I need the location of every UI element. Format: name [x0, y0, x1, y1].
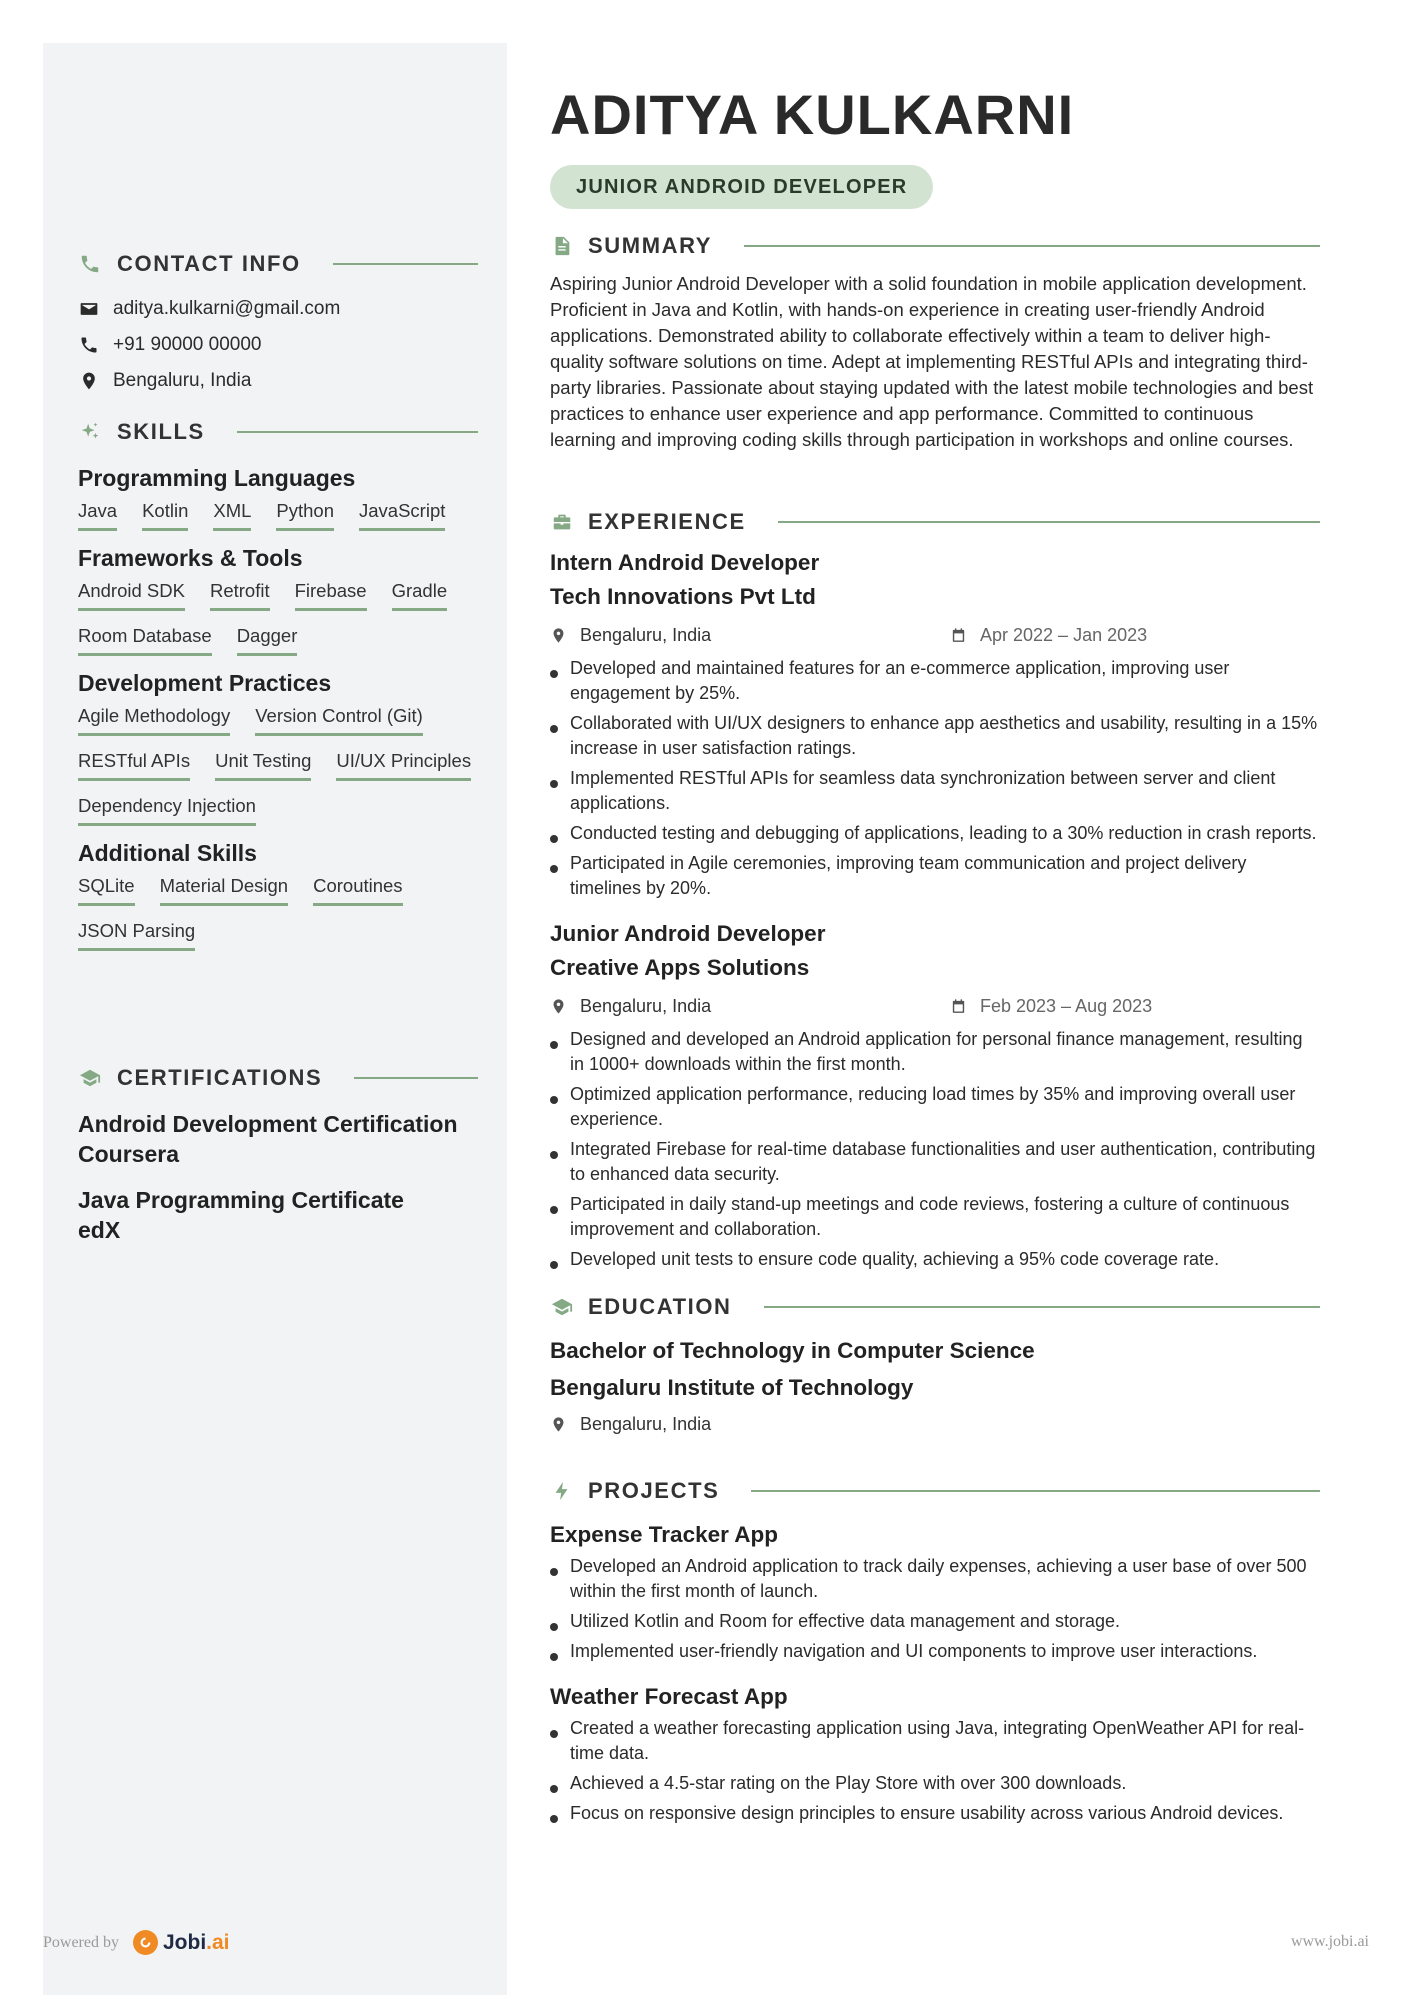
job-bullets	[550, 656, 1320, 901]
bullet-item: Achieved a 4.5-star rating on the Play Store with over 300 downloads.	[550, 1771, 1320, 1796]
skill-tag: Unit Testing	[215, 750, 311, 781]
jobi-logo-icon	[133, 1930, 158, 1955]
bullet-item: Integrated Firebase for real-time database functionalities and user authentication, contributing to enhanced data security.	[550, 1137, 1320, 1187]
job-dates: Apr 2022 – Jan 2023	[980, 624, 1148, 645]
projects-title: PROJECTS	[588, 1478, 720, 1503]
certifications-title: CERTIFICATIONS	[117, 1065, 323, 1090]
skill-group-title: Programming Languages	[78, 465, 356, 491]
bullet-item: Implemented RESTful APIs for seamless data synchronization between server and client applications.	[550, 766, 1320, 816]
section-divider	[354, 1077, 478, 1079]
contact-section	[78, 249, 478, 399]
skill-tag: Android SDK	[78, 580, 185, 611]
skills-title: SKILLS	[117, 419, 205, 444]
bullet-item: Utilized Kotlin and Room for effective data management and storage.	[550, 1609, 1320, 1634]
skill-tag: Java	[78, 500, 117, 531]
section-divider	[237, 431, 478, 433]
education-title: EDUCATION	[588, 1294, 732, 1319]
experience-title: EXPERIENCE	[588, 509, 746, 534]
education-header	[550, 1292, 1320, 1322]
skill-tags	[78, 705, 478, 826]
certification-item	[78, 1109, 478, 1169]
skill-tag: RESTful APIs	[78, 750, 190, 781]
education-location: Bengaluru, India	[580, 1413, 712, 1434]
skill-tag: XML	[213, 500, 251, 531]
skill-tag: JSON Parsing	[78, 920, 195, 951]
location-pin-icon	[550, 996, 568, 1016]
job-meta	[550, 993, 1320, 1019]
contact-location: Bengaluru, India	[113, 370, 252, 391]
bullet-item: Focus on responsive design principles to ensure usability across various Android devices.	[550, 1801, 1320, 1826]
skill-tag: Room Database	[78, 625, 212, 656]
certification-name: Android Development Certification	[78, 1111, 458, 1137]
education-meta	[550, 1411, 1320, 1437]
section-divider	[778, 521, 1320, 523]
role-badge: JUNIOR ANDROID DEVELOPER	[550, 165, 933, 209]
project-name: Weather Forecast App	[550, 1684, 788, 1709]
bullet-item: Implemented user-friendly navigation and UI components to improve user interactions.	[550, 1639, 1320, 1664]
phone-icon	[78, 334, 100, 356]
certification-issuer: edX	[78, 1217, 121, 1243]
skill-tag: SQLite	[78, 875, 135, 906]
skill-group-title: Additional Skills	[78, 840, 257, 866]
contact-phone-row	[78, 327, 478, 363]
job-dates: Feb 2023 – Aug 2023	[980, 995, 1153, 1016]
skill-group-title: Frameworks & Tools	[78, 545, 303, 571]
skill-tags	[78, 500, 478, 531]
location-pin-icon	[78, 370, 100, 392]
job-location: Bengaluru, India	[580, 624, 712, 645]
education-school: Bengaluru Institute of Technology	[550, 1375, 914, 1400]
bullet-item: Optimized application performance, reducing load times by 35% and improving overall user experience.	[550, 1082, 1320, 1132]
location-pin-icon	[550, 625, 568, 645]
project-entry	[550, 1680, 1320, 1826]
bullet-item: Participated in daily stand-up meetings and code reviews, fostering a culture of continuous improvement and collaboration.	[550, 1192, 1320, 1242]
contact-location-row	[78, 363, 478, 399]
job-entry	[550, 546, 1320, 901]
contact-email[interactable]: aditya.kulkarni@gmail.com	[113, 298, 341, 319]
briefcase-icon	[550, 510, 574, 534]
education-degree: Bachelor of Technology in Computer Science	[550, 1338, 1035, 1363]
skill-tag: Version Control (Git)	[255, 705, 423, 736]
skill-group	[78, 670, 478, 826]
job-company: Creative Apps Solutions	[550, 955, 810, 980]
contact-phone[interactable]: +91 90000 00000	[113, 334, 262, 355]
contact-email-row	[78, 291, 478, 327]
job-meta	[550, 622, 1320, 648]
education-location-wrap	[550, 1414, 950, 1435]
skill-group	[78, 465, 478, 531]
contact-list	[78, 291, 478, 399]
skill-tag: Retrofit	[210, 580, 270, 611]
skill-tag: UI/UX Principles	[336, 750, 471, 781]
bullet-item: Developed unit tests to ensure code quality, achieving a 95% code coverage rate.	[550, 1247, 1320, 1272]
experience-header	[550, 507, 1320, 537]
email-icon	[78, 298, 100, 320]
experience-section	[550, 507, 1320, 1277]
bullet-item: Created a weather forecasting application using Java, integrating OpenWeather API for real-time data.	[550, 1716, 1320, 1766]
job-location-wrap	[550, 996, 950, 1017]
section-divider	[764, 1306, 1320, 1308]
calendar-icon	[950, 625, 968, 645]
graduation-cap-icon	[78, 1066, 102, 1090]
section-divider	[744, 245, 1320, 247]
skill-tags	[78, 875, 478, 951]
job-dates-wrap	[950, 996, 1152, 1017]
footer-site-link[interactable]: www.jobi.ai	[1290, 1933, 1369, 1950]
skill-tag: Agile Methodology	[78, 705, 230, 736]
skill-tag: Coroutines	[313, 875, 402, 906]
education-section	[550, 1292, 1320, 1437]
summary-header	[550, 231, 1320, 261]
summary-section	[550, 231, 1320, 453]
jobi-logo-suffix: .ai	[206, 1930, 230, 1954]
skill-tag: Kotlin	[142, 500, 188, 531]
powered-by-label: Powered by	[43, 1933, 119, 1951]
education-entry	[550, 1332, 1320, 1437]
section-divider	[333, 263, 478, 265]
job-company: Tech Innovations Pvt Ltd	[550, 584, 816, 609]
sparkle-icon	[78, 420, 102, 444]
bullet-item: Participated in Agile ceremonies, improving team communication and project delivery timelines by 20%.	[550, 851, 1320, 901]
job-role: Junior Android Developer	[550, 921, 826, 946]
phone-icon	[78, 252, 102, 276]
contact-title: CONTACT INFO	[117, 251, 301, 276]
jobi-logo[interactable]	[133, 1930, 230, 1955]
skill-tag: JavaScript	[359, 500, 445, 531]
jobi-logo-text: Jobi	[162, 1930, 207, 1954]
job-location-wrap	[550, 625, 950, 646]
bullet-item: Designed and developed an Android application for personal finance management, resulting in 1000+ downloads within the first month.	[550, 1027, 1320, 1077]
powered-by-footer	[43, 1930, 230, 1955]
certifications-header	[78, 1063, 478, 1093]
project-bullets	[550, 1554, 1320, 1664]
skill-group	[78, 840, 478, 951]
skill-tag: Firebase	[295, 580, 367, 611]
summary-title: SUMMARY	[588, 233, 713, 258]
skill-tag: Dagger	[237, 625, 298, 656]
location-pin-icon	[550, 1414, 568, 1434]
certification-issuer: Coursera	[78, 1141, 179, 1167]
projects-section	[550, 1476, 1320, 1831]
certification-name: Java Programming Certificate	[78, 1187, 404, 1213]
bullet-item: Conducted testing and debugging of applications, leading to a 30% reduction in crash reports.	[550, 821, 1320, 846]
projects-header	[550, 1476, 1320, 1506]
bullet-item: Developed and maintained features for an e-commerce application, improving user engagement by 25%.	[550, 656, 1320, 706]
document-icon	[550, 234, 574, 258]
project-entry	[550, 1518, 1320, 1664]
skill-tags	[78, 580, 478, 656]
skills-section	[78, 417, 478, 951]
job-entry	[550, 917, 1320, 1272]
job-role: Intern Android Developer	[550, 550, 820, 575]
skill-group-title: Development Practices	[78, 670, 332, 696]
project-name: Expense Tracker App	[550, 1522, 779, 1547]
skill-group	[78, 545, 478, 656]
skill-tag: Material Design	[160, 875, 289, 906]
summary-text: Aspiring Junior Android Developer with a solid foundation in mobile application development. Proficient in Java and Kotlin, with hands-on experience in creating user-friendly Android applications. Demonstrated ability to collaborate effectively within a team to deliver high-quality software solutions on time. Adept at implementing RESTful APIs and integrating third-party libraries. Passionate about staying updated with the latest mobile technologies and best practices to enhance user experience and app performance. Committed to continuous learning and improving coding skills through participation in workshops and online courses.	[550, 273, 1314, 450]
calendar-icon	[950, 996, 968, 1016]
job-bullets	[550, 1027, 1320, 1272]
section-divider	[751, 1490, 1320, 1492]
candidate-name: ADITYA KULKARNI	[550, 83, 1075, 146]
lightning-icon	[550, 1479, 574, 1503]
skill-tag: Python	[276, 500, 334, 531]
job-location: Bengaluru, India	[580, 995, 712, 1016]
contact-header	[78, 249, 478, 279]
sidebar	[43, 43, 507, 1995]
skills-header	[78, 417, 478, 447]
certification-item	[78, 1185, 478, 1245]
bullet-item: Developed an Android application to track daily expenses, achieving a user base of over 500 within the first month of launch.	[550, 1554, 1320, 1604]
skill-tag: Dependency Injection	[78, 795, 256, 826]
certifications-section	[78, 1063, 478, 1245]
project-bullets	[550, 1716, 1320, 1826]
job-dates-wrap	[950, 625, 1147, 646]
graduation-cap-icon	[550, 1295, 574, 1319]
bullet-item: Collaborated with UI/UX designers to enhance app aesthetics and usability, resulting in a 15% increase in user satisfaction ratings.	[550, 711, 1320, 761]
skill-tag: Gradle	[392, 580, 448, 611]
